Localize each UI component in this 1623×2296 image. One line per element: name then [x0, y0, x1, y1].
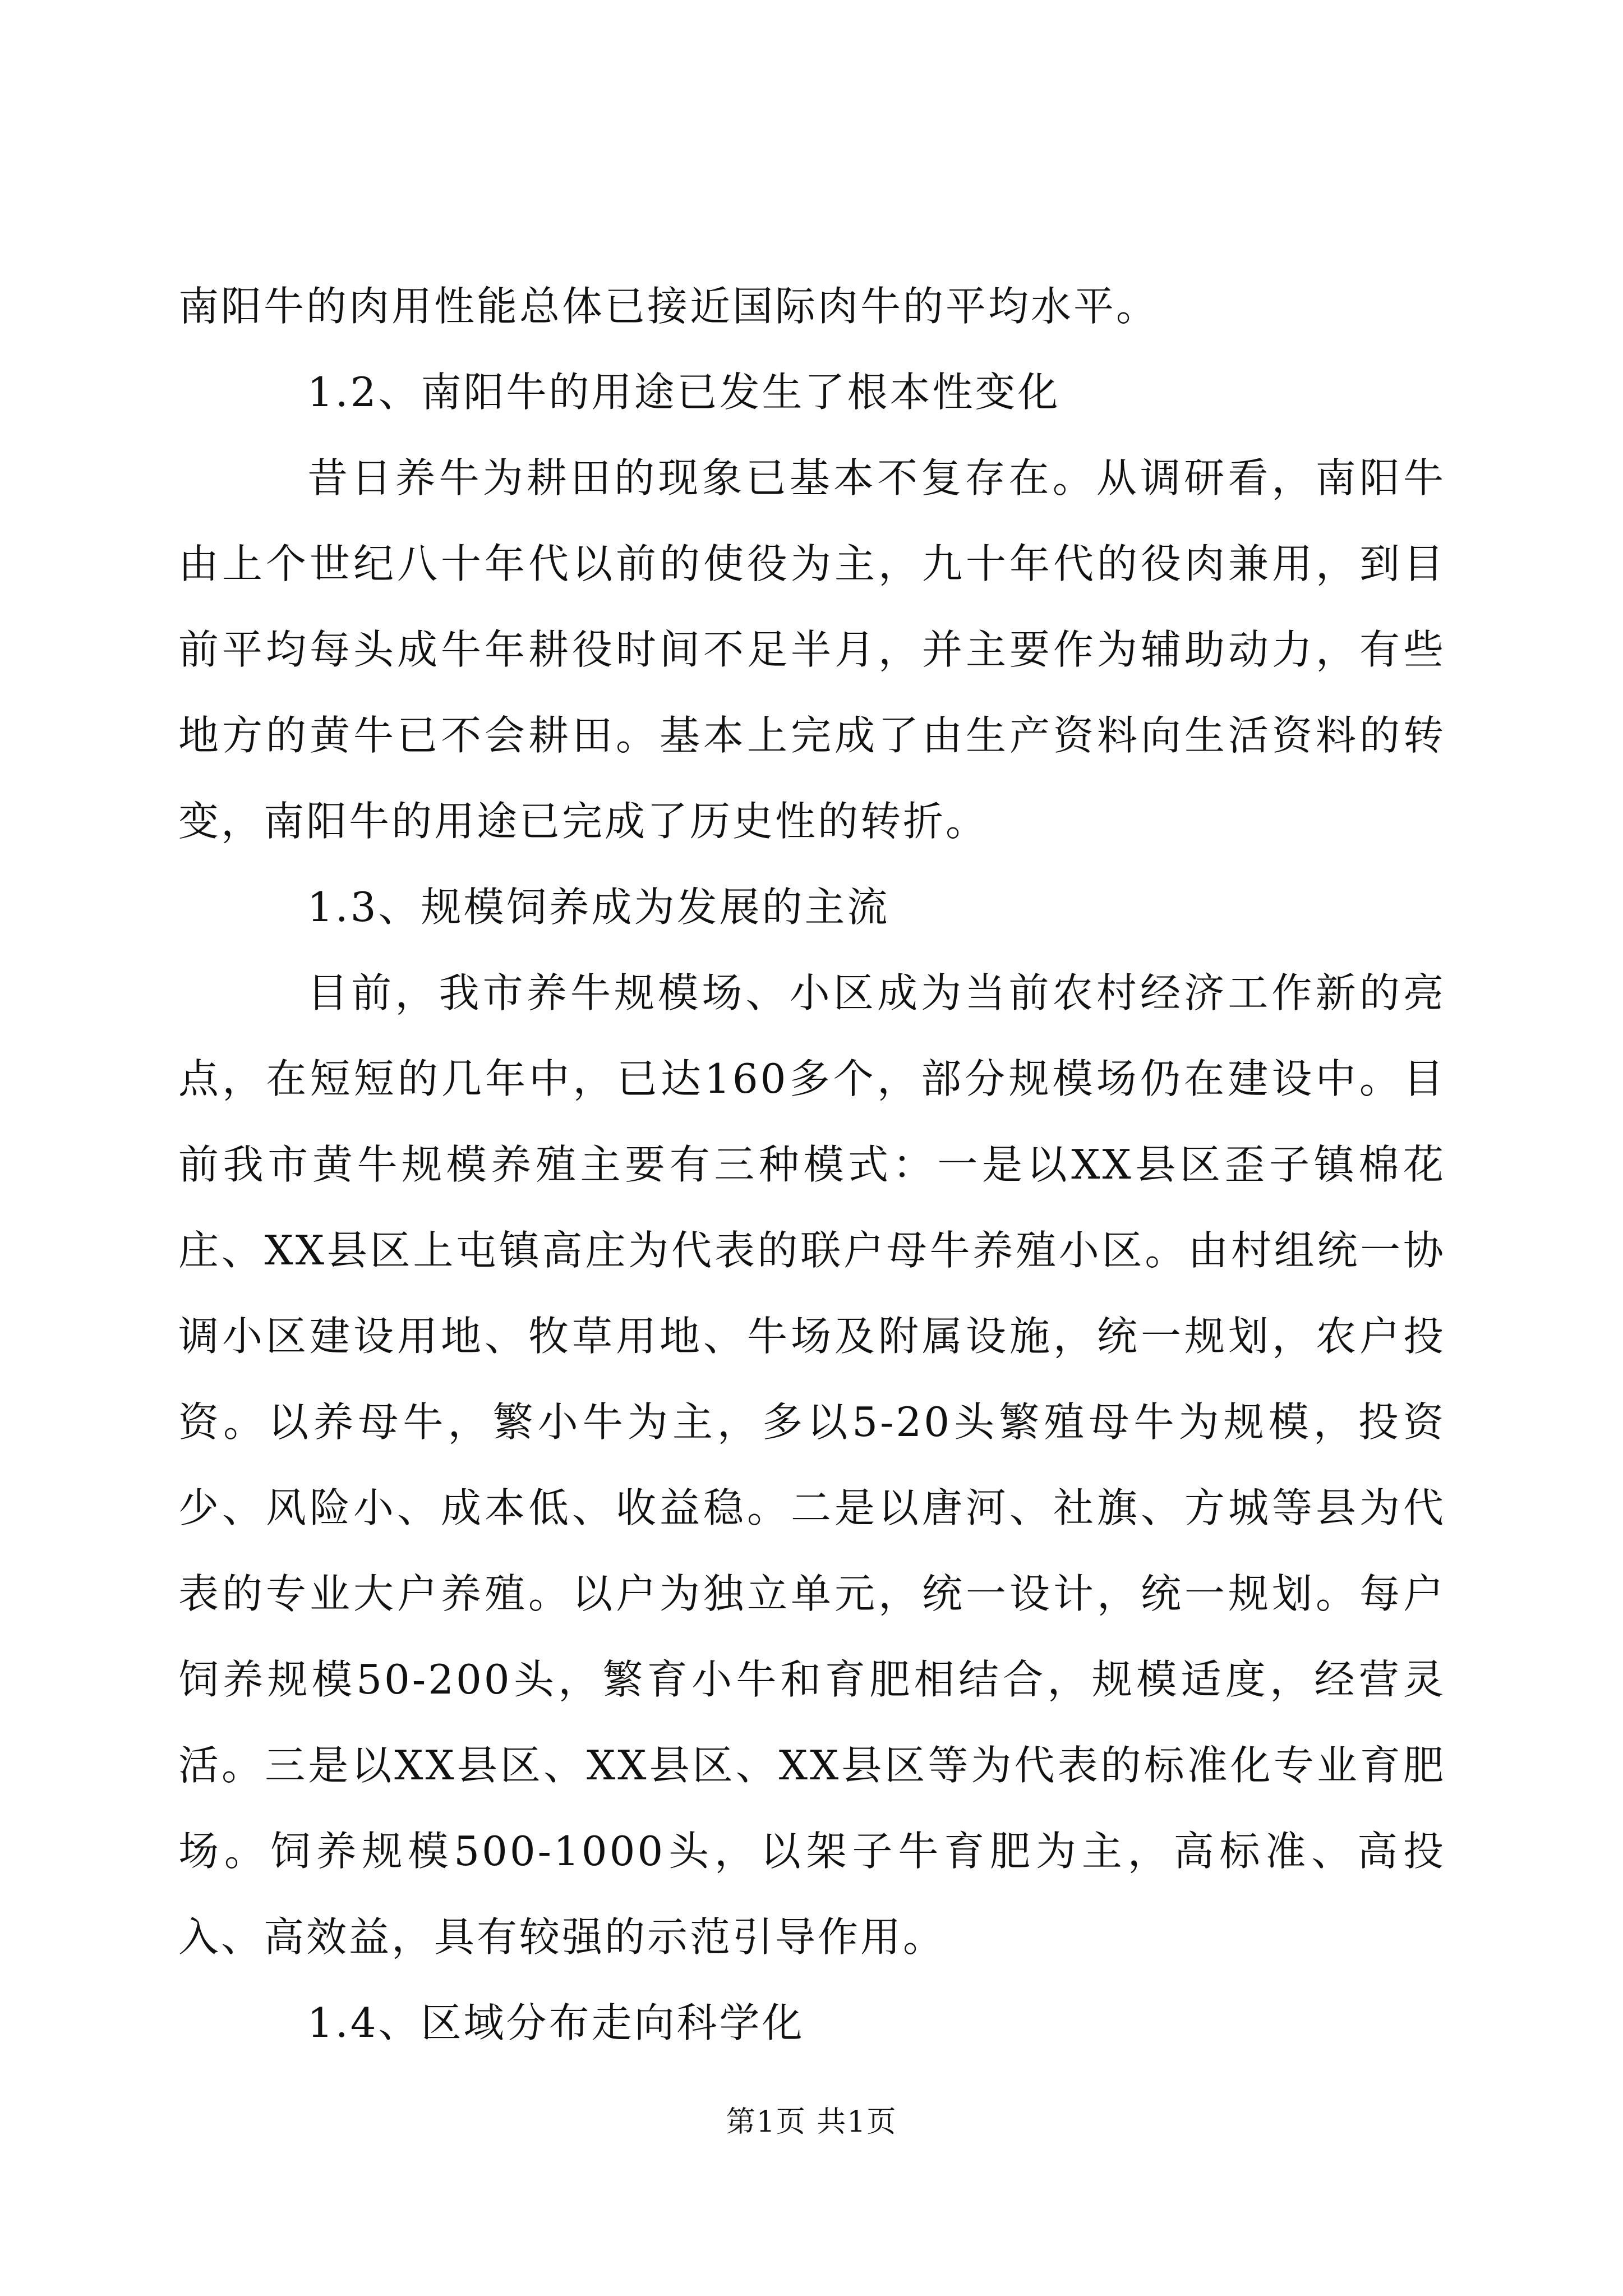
page-footer: 第1页 共1页 [726, 2105, 897, 2139]
paragraph-3: 目前，我市养牛规模场、小区成为当前农村经济工作新的亮点，在短短的几年中，已达160多个，部分规模场仍在建设中。目前我市黄牛规模养殖主要有三种模式：一是以XX县区歪子镇棉花庄、XX县区上屯镇高庄为代表的联户母牛养殖小区。由村组统一协调小区建设用地、牧草用地、牛场及附属设施，统一规划，农户投资。以养母牛，繁小牛为主，多以5-20头繁殖母牛为规模，投资少、风险小、成本低、收益稳。二是以唐河、社旗、方城等县为代表的专业大户养殖。以户为独立单元，统一设计，统一规划。每户饲养规模50-200头，繁育小牛和育肥相结合，规模适度，经营灵活。三是以XX县区、XX县区、XX县区等为代表的标准化专业育肥场。饲养规模500-1000头，以架子牛育肥为主，高标准、高投入、高效益，具有较强的示范引导作用。 [178, 969, 1446, 1961]
paragraph-1: 南阳牛的肉用性能总体已接近国际肉牛的平均水平。 [178, 283, 1159, 330]
section-heading-1-4: 1.4、区域分布走向科学化 [307, 1999, 805, 2046]
section-heading-1-2: 1.2、南阳牛的用途已发生了根本性变化 [307, 369, 1061, 416]
section-heading-1-3: 1.3、规模饲养成为发展的主流 [307, 884, 890, 931]
paragraph-2: 昔日养牛为耕田的现象已基本不复存在。从调研看，南阳牛由上个世纪八十年代以前的使役为主，九十年代的役肉兼用，到目前平均每头成牛年耕役时间不足半月，并主要作为辅助动力，有些地方的黄牛已不会耕田。基本上完成了由生产资料向生活资料的转变，南阳牛的用途已完成了历史性的转折。 [178, 454, 1446, 845]
document-body [178, 264, 1446, 2066]
